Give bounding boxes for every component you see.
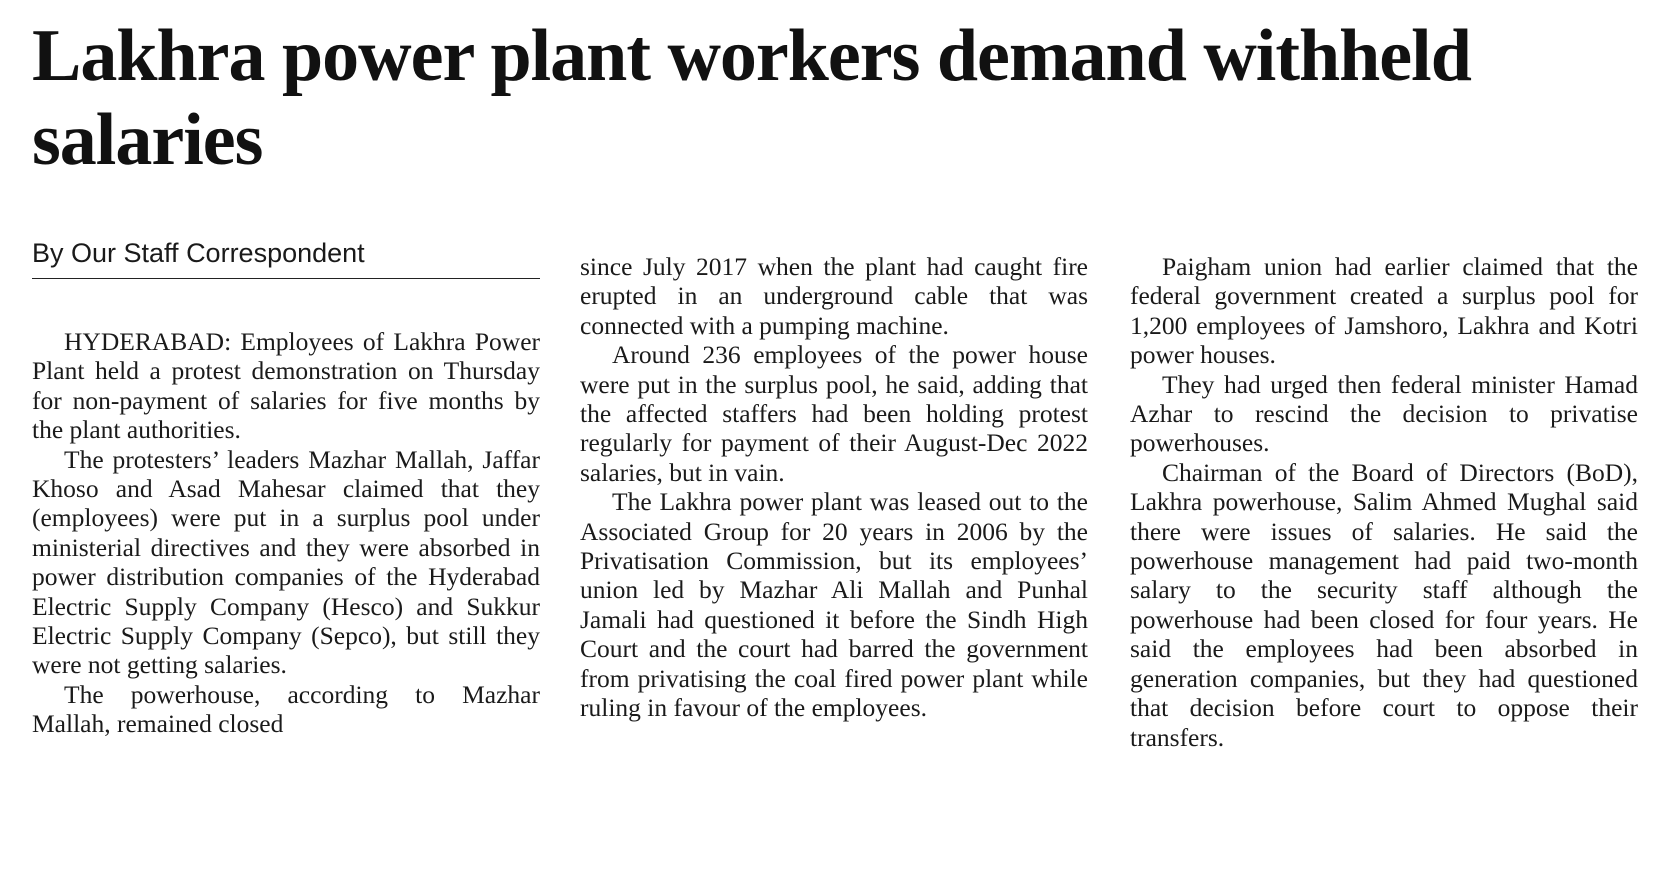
article-column-1 — [32, 236, 540, 739]
paragraph-continued: since July 2017 when the plant had caught fire erupted in an underground cable that was connected with a pumping machine. — [580, 252, 1088, 340]
paragraph: Chairman of the Board of Directors (BoD), Lakhra powerhouse, Salim Ahmed Mughal said there were issues of salaries. He said the powerhouse management had paid two-month salary to the security staff although the powerhouse had been closed for four years. He said the employees had been absorbed in generation companies, but they had questioned that decision before court to oppose their transfers. — [1130, 457, 1638, 752]
article-column-3 — [1130, 252, 1638, 752]
headline: Lakhra power plant workers demand withheld salaries — [32, 15, 1471, 181]
paragraph: Paigham union had earlier claimed that the federal government created a surplus pool for 1,200 employees of Jamshoro, Lakhra and Kotri power houses. — [1130, 252, 1638, 370]
paragraph: The powerhouse, according to Mazhar Mallah, remained closed — [32, 679, 540, 739]
paragraph: The protesters’ leaders Mazhar Mallah, Jaffar Khoso and Asad Mahesar claimed that they (employees) were put in a surplus pool under ministerial directives and they were absorbed in power distribution companies of the Hyderabad Electric Supply Company (Hesco) and Sukkur Electric Supply Company (Sepco), but still they were not getting salaries. — [32, 444, 540, 680]
byline: By Our Staff Correspondent — [32, 236, 540, 279]
article-column-2 — [580, 252, 1088, 723]
paragraph: The Lakhra power plant was leased out to the Associated Group for 20 years in 2006 by the Privatisation Commission, but its employees’ union led by Mazhar Ali Mallah and Punhal Jamali had questioned it before the Sindh High Court and the court had barred the government from privatising the coal fired power plant while ruling in favour of the employees. — [580, 487, 1088, 723]
paragraph: HYDERABAD: Employees of Lakhra Power Plant held a protest demonstration on Thursday for non-payment of salaries for five months by the plant authorities. — [32, 327, 540, 445]
paragraph: They had urged then federal minister Hamad Azhar to rescind the decision to privatise powerhouses. — [1130, 369, 1638, 458]
paragraph: Around 236 employees of the power house were put in the surplus pool, he said, adding that the affected staffers had been holding protest regularly for payment of their August-Dec 2022 salaries, but in vain. — [580, 340, 1088, 487]
